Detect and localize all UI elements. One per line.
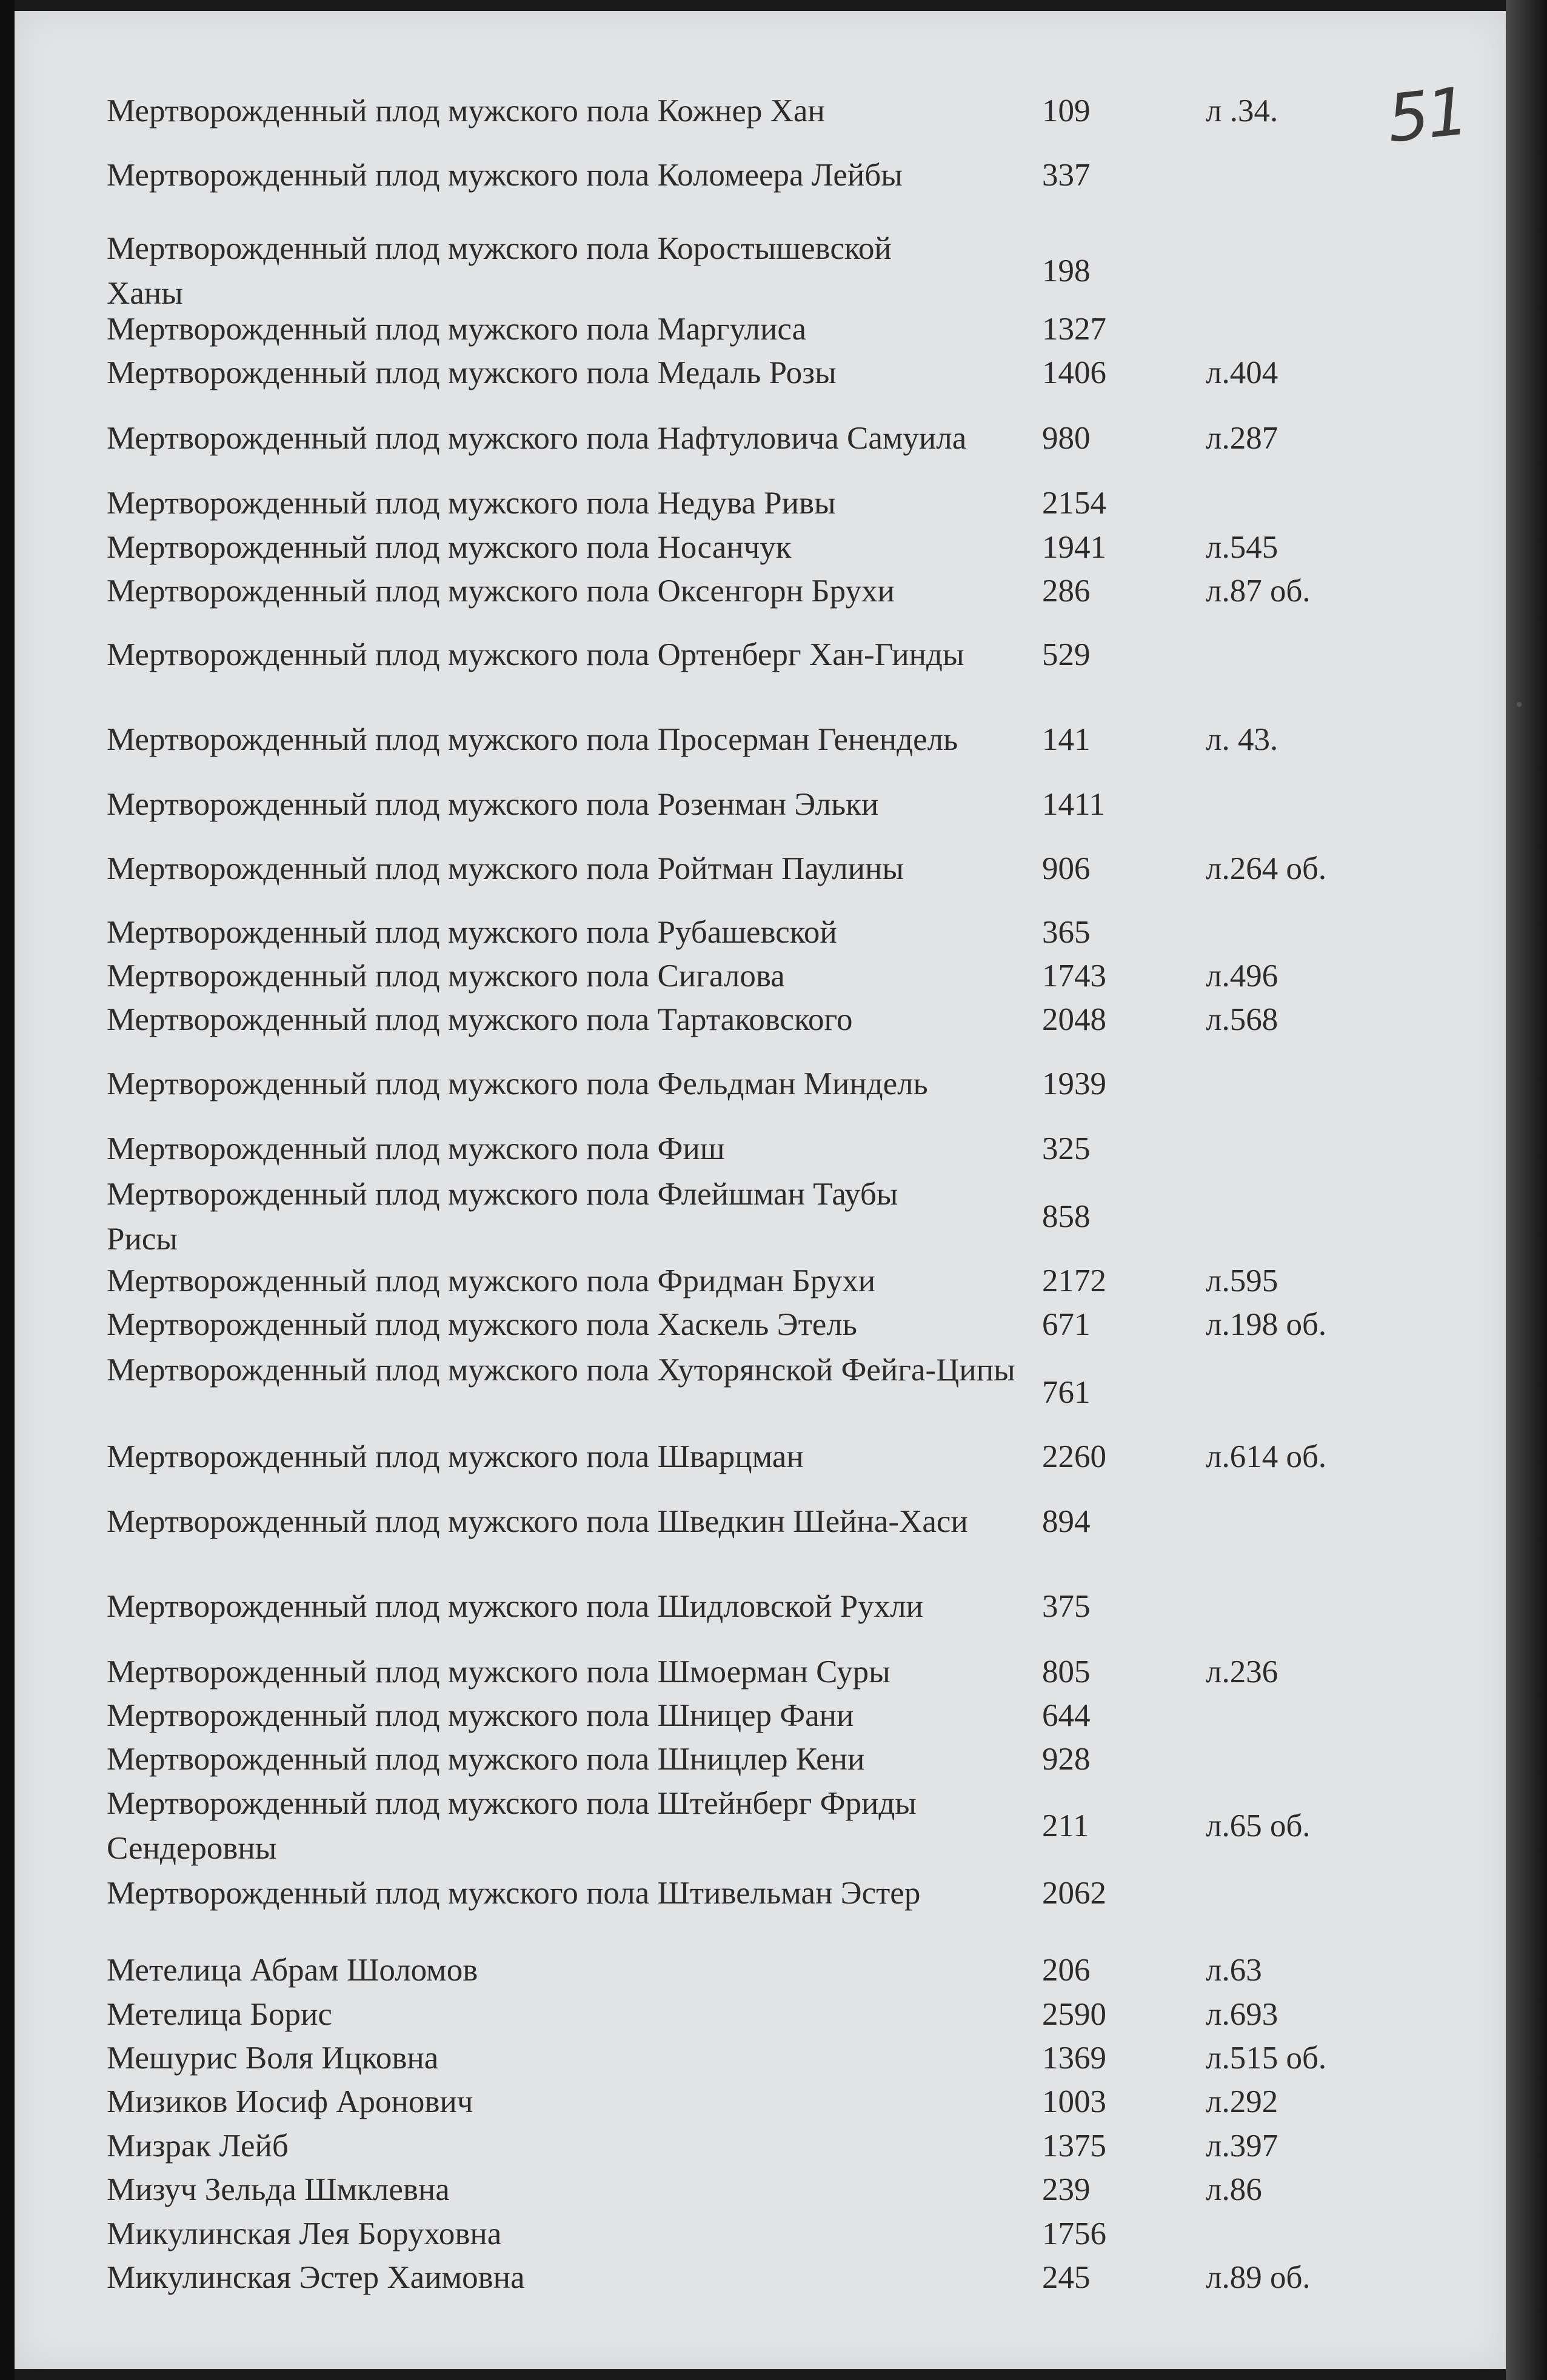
entry-sheet-ref: л.86 — [1206, 2172, 1262, 2207]
entry-number: 1327 — [1042, 312, 1106, 347]
entry-name: Мертворожденный плод мужского пола Оксенгорн Брухи — [107, 573, 895, 609]
entry-number: 286 — [1042, 573, 1091, 609]
scan-left-edge — [0, 0, 15, 2380]
entry-number: 239 — [1042, 2172, 1091, 2207]
entry-number: 109 — [1042, 93, 1091, 129]
entry-name: Мертворожденный плод мужского пола Медаль Розы — [107, 355, 837, 390]
entry-name: Мертворожденный плод мужского пола Фридман Брухи — [107, 1263, 876, 1299]
entry-number: 1375 — [1042, 2128, 1106, 2164]
document-page — [15, 11, 1506, 2369]
entry-number: 365 — [1042, 915, 1091, 950]
entry-number: 1743 — [1042, 958, 1106, 994]
entry-number: 1941 — [1042, 530, 1106, 565]
entry-number: 337 — [1042, 158, 1091, 193]
entry-sheet-ref: л.614 об. — [1206, 1439, 1327, 1474]
entry-sheet-ref: л.496 — [1206, 958, 1278, 994]
entry-name: Мертворожденный плод мужского пола Рубашевской — [107, 915, 837, 950]
entry-name: Метелица Борис — [107, 1997, 332, 2032]
entry-number: 1003 — [1042, 2084, 1106, 2119]
entry-number: 928 — [1042, 1742, 1091, 1777]
entry-number: 805 — [1042, 1654, 1091, 1690]
entry-name: Мертворожденный плод мужского пола Штивельман Эстер — [107, 1876, 921, 1911]
scan-right-edge — [1506, 0, 1547, 2380]
entry-number: 1939 — [1042, 1066, 1106, 1101]
entry-name: Мертворожденный плод мужского пола Коростышевской Ханы — [107, 231, 892, 311]
entry-name: Мертворожденный плод мужского пола Тартаковского — [107, 1002, 853, 1037]
entry-sheet-ref: л.236 — [1206, 1654, 1278, 1690]
handwritten-folio-number: 51 — [1383, 73, 1470, 158]
entry-number: 529 — [1042, 637, 1091, 672]
entry-sheet-ref: л.693 — [1206, 1997, 1278, 2032]
entry-sheet-ref: л.264 об. — [1206, 851, 1327, 886]
entry-sheet-ref: л.63 — [1206, 1953, 1262, 1988]
entry-name: Мертворожденный плод мужского пола Хуторянской Фейга-Ципы — [107, 1352, 1015, 1388]
entry-number: 2048 — [1042, 1002, 1106, 1037]
entry-name: Метелица Абрам Шоломов — [107, 1953, 478, 1988]
entry-name: Микулинская Эстер Хаимовна — [107, 2260, 525, 2295]
entry-number: 1406 — [1042, 355, 1106, 390]
entry-name: Мертворожденный плод мужского пола Маргулиса — [107, 312, 807, 347]
entry-name: Мертворожденный плод мужского пола Ортенберг Хан-Гинды — [107, 637, 964, 672]
entry-sheet-ref: л.198 об. — [1206, 1307, 1327, 1342]
entry-number: 894 — [1042, 1504, 1091, 1539]
entry-number: 1756 — [1042, 2216, 1106, 2251]
entry-sheet-ref: л.292 — [1206, 2084, 1278, 2119]
entry-sheet-ref: л. 43. — [1206, 722, 1278, 757]
entry-name: Мертворожденный плод мужского пола Розенман Эльки — [107, 787, 879, 822]
entry-number: 2172 — [1042, 1263, 1106, 1299]
entry-name: Микулинская Лея Боруховна — [107, 2216, 502, 2251]
entry-number: 211 — [1042, 1808, 1089, 1843]
entry-sheet-ref: л.287 — [1206, 421, 1278, 456]
entry-name: Мертворожденный плод мужского пола Коломеера Лейбы — [107, 158, 903, 193]
speck-mark — [1517, 702, 1522, 707]
entry-name: Мизрак Лейб — [107, 2128, 289, 2164]
entry-name: Мизуч Зельда Шмклевна — [107, 2172, 450, 2207]
entry-sheet-ref: л.545 — [1206, 530, 1278, 565]
entry-name: Мизиков Иосиф Аронович — [107, 2084, 473, 2119]
entry-name: Мертворожденный плод мужского пола Шницлер Кени — [107, 1742, 865, 1777]
entry-sheet-ref: л.595 — [1206, 1263, 1278, 1299]
entry-name: Мертворожденный плод мужского пола Нафтуловича Самуила — [107, 421, 967, 456]
entry-number: 375 — [1042, 1589, 1091, 1624]
entry-number: 206 — [1042, 1953, 1091, 1988]
entry-number: 2590 — [1042, 1997, 1106, 2032]
entry-name: Мертворожденный плод мужского пола Ройтман Паулины — [107, 851, 904, 886]
entry-name: Мертворожденный плод мужского пола Хаскель Этель — [107, 1307, 857, 1342]
entry-number: 2260 — [1042, 1439, 1106, 1474]
register-entries — [15, 11, 1506, 2369]
entry-name: Мертворожденный плод мужского пола Сигалова — [107, 958, 785, 994]
entry-number: 671 — [1042, 1307, 1091, 1342]
entry-name: Мертворожденный плод мужского пола Штейнберг Фриды Сендеровны — [107, 1786, 917, 1866]
entry-name: Мертворожденный плод мужского пола Шидловской Рухли — [107, 1589, 923, 1624]
entry-number: 141 — [1042, 722, 1091, 757]
entry-name: Мертворожденный плод мужского пола Просерман Генендель — [107, 722, 958, 757]
entry-number: 2062 — [1042, 1876, 1106, 1911]
entry-number: 245 — [1042, 2260, 1091, 2295]
entry-sheet-ref: л.568 — [1206, 1002, 1278, 1037]
entry-number: 906 — [1042, 851, 1091, 886]
entry-sheet-ref: л.89 об. — [1206, 2260, 1311, 2295]
entry-name: Мертворожденный плод мужского пола Шницер Фани — [107, 1698, 854, 1733]
entry-sheet-ref: л.65 об. — [1206, 1808, 1311, 1843]
entry-name: Мертворожденный плод мужского пола Кожнер Хан — [107, 93, 825, 129]
entry-name: Мертворожденный плод мужского пола Шварцман — [107, 1439, 804, 1474]
entry-name: Мертворожденный плод мужского пола Флейшман Таубы Рисы — [107, 1177, 898, 1257]
entry-sheet-ref: л.397 — [1206, 2128, 1278, 2164]
entry-name: Мертворожденный плод мужского пола Носанчук — [107, 530, 792, 565]
entry-name: Мертворожденный плод мужского пола Фиш — [107, 1131, 725, 1166]
entry-name: Мертворожденный плод мужского пола Шмоерман Суры — [107, 1654, 890, 1690]
entry-number: 198 — [1042, 253, 1091, 289]
entry-name: Мертворожденный плод мужского пола Недува Ривы — [107, 486, 836, 521]
entry-number: 858 — [1042, 1199, 1091, 1234]
entry-sheet-ref: л.515 об. — [1206, 2041, 1327, 2076]
entry-number: 2154 — [1042, 486, 1106, 521]
entry-name: Мешурис Воля Ицковна — [107, 2041, 439, 2076]
entry-number: 761 — [1042, 1375, 1091, 1410]
entry-name: Мертворожденный плод мужского пола Шведкин Шейна-Хаси — [107, 1504, 968, 1539]
entry-sheet-ref: л.404 — [1206, 355, 1278, 390]
entry-sheet-ref: л .34. — [1206, 93, 1278, 129]
entry-name: Мертворожденный плод мужского пола Фельдман Миндель — [107, 1066, 928, 1101]
entry-sheet-ref: л.87 об. — [1206, 573, 1311, 609]
entry-number: 325 — [1042, 1131, 1091, 1166]
entry-number: 1411 — [1042, 787, 1106, 822]
entry-number: 644 — [1042, 1698, 1091, 1733]
entry-number: 980 — [1042, 421, 1091, 456]
entry-number: 1369 — [1042, 2041, 1106, 2076]
